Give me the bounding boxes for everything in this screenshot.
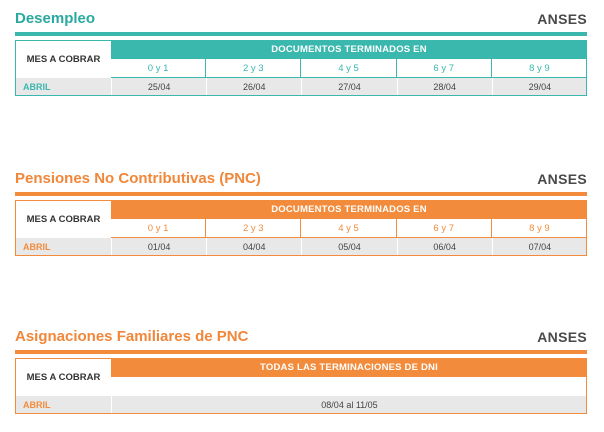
month-label: ABRIL bbox=[15, 238, 111, 256]
group-header: DOCUMENTOS TERMINADOS EN bbox=[111, 40, 587, 59]
section-pnc bbox=[15, 168, 587, 256]
mes-header: MES A COBRAR bbox=[15, 200, 111, 238]
digit-header: 2 y 3 bbox=[206, 59, 301, 78]
digit-header: 8 y 9 bbox=[492, 219, 587, 238]
date-cell: 07/04 bbox=[492, 238, 587, 256]
section-header bbox=[15, 168, 587, 192]
section-title: Asignaciones Familiares de PNC bbox=[15, 328, 249, 345]
date-cell: 29/04 bbox=[492, 78, 587, 96]
date-cell: 28/04 bbox=[397, 78, 492, 96]
accent-bar bbox=[15, 32, 587, 36]
digit-header: 0 y 1 bbox=[111, 59, 206, 78]
date-cell: 05/04 bbox=[301, 238, 396, 256]
schedule-table bbox=[15, 358, 587, 414]
date-cell: 06/04 bbox=[397, 238, 492, 256]
date-cell: 27/04 bbox=[301, 78, 396, 96]
digit-header: 8 y 9 bbox=[492, 59, 587, 78]
date-range-cell: 08/04 al 11/05 bbox=[111, 396, 587, 414]
section-asignaciones bbox=[15, 326, 587, 414]
brand-label: ANSES bbox=[537, 171, 587, 187]
month-label: ABRIL bbox=[15, 396, 111, 414]
digit-header: 4 y 5 bbox=[301, 59, 396, 78]
group-header: DOCUMENTOS TERMINADOS EN bbox=[111, 200, 587, 219]
digit-header: 2 y 3 bbox=[206, 219, 301, 238]
section-title: Pensiones No Contributivas (PNC) bbox=[15, 170, 261, 187]
digit-header: 6 y 7 bbox=[397, 59, 492, 78]
date-cell: 26/04 bbox=[206, 78, 301, 96]
section-header bbox=[15, 8, 587, 32]
section-header bbox=[15, 326, 587, 350]
section-title: Desempleo bbox=[15, 10, 96, 27]
schedule-table bbox=[15, 40, 587, 96]
blank-cell bbox=[111, 377, 587, 396]
digit-header: 0 y 1 bbox=[111, 219, 206, 238]
date-cell: 04/04 bbox=[206, 238, 301, 256]
accent-bar bbox=[15, 350, 587, 354]
accent-bar bbox=[15, 192, 587, 196]
digit-header: 4 y 5 bbox=[301, 219, 396, 238]
group-header: TODAS LAS TERMINACIONES DE DNI bbox=[111, 358, 587, 377]
section-desempleo bbox=[15, 8, 587, 96]
month-label: ABRIL bbox=[15, 78, 111, 96]
schedule-table bbox=[15, 200, 587, 256]
mes-header: MES A COBRAR bbox=[15, 40, 111, 78]
brand-label: ANSES bbox=[537, 11, 587, 27]
mes-header: MES A COBRAR bbox=[15, 358, 111, 396]
brand-label: ANSES bbox=[537, 329, 587, 345]
date-cell: 01/04 bbox=[111, 238, 206, 256]
digit-header: 6 y 7 bbox=[397, 219, 492, 238]
date-cell: 25/04 bbox=[111, 78, 206, 96]
